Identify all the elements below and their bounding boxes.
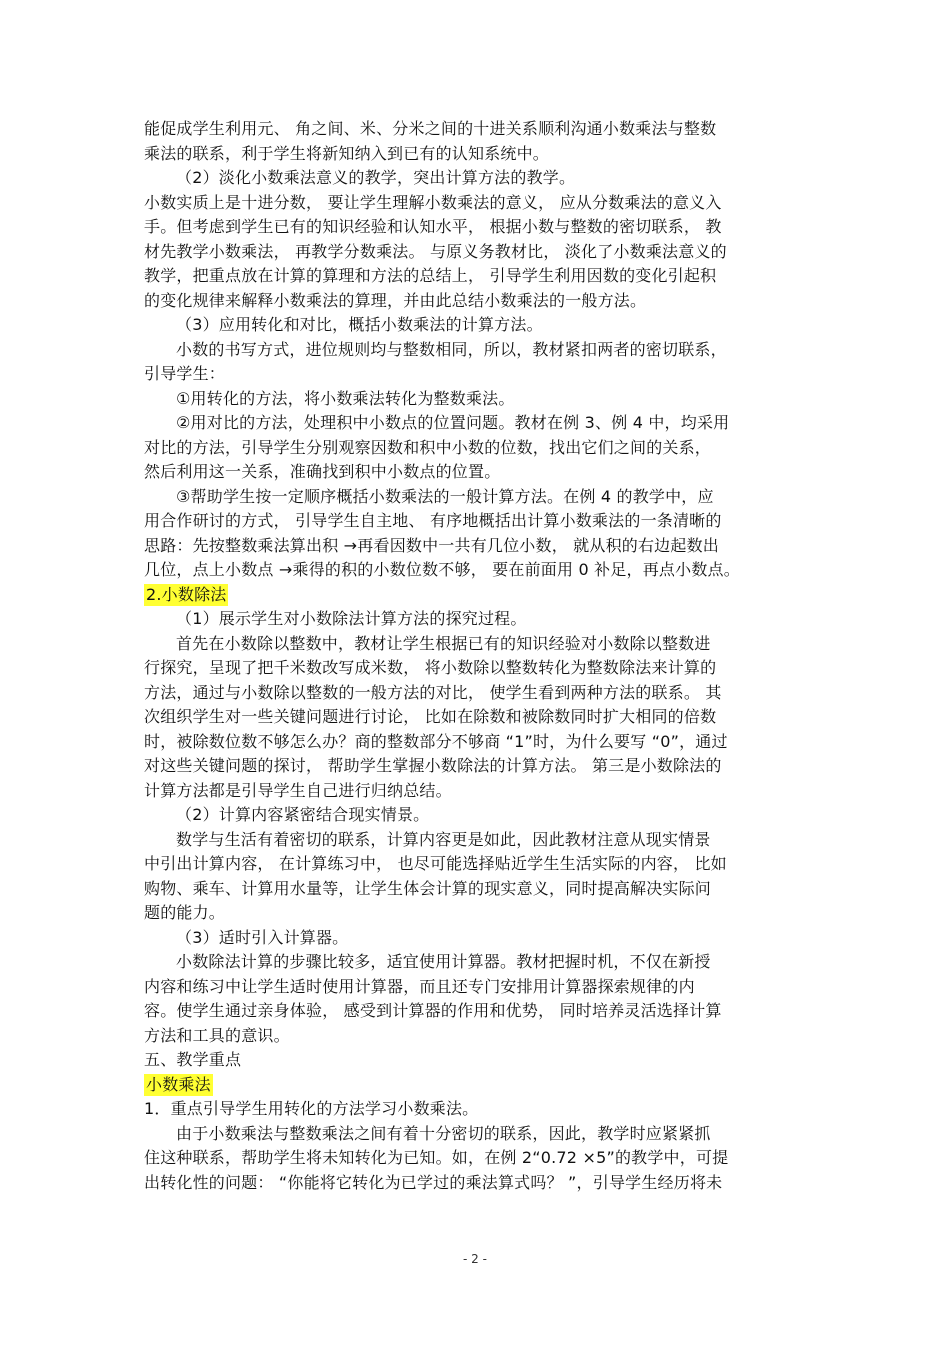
line-text: 题的能力。 xyxy=(144,903,226,922)
text-line xyxy=(144,362,812,387)
text-line xyxy=(144,1097,812,1122)
line-text: 住这种联系，帮助学生将未知转化为已知。如，在例 2“0.72 ×5”的教学中，可提 xyxy=(144,1148,729,1167)
text-line xyxy=(144,1024,812,1049)
page-number: - 2 - xyxy=(463,1252,487,1266)
line-text: 方法和工具的意识。 xyxy=(144,1025,290,1045)
text-line xyxy=(144,681,812,706)
text-line xyxy=(144,117,812,142)
section-heading xyxy=(144,583,812,608)
line-text: 思路：先按整数乘法算出积 →再看因数中一共有几位小数， 就从积的右边起数出 xyxy=(144,535,719,555)
text-line xyxy=(144,607,812,632)
text-line xyxy=(144,558,812,583)
line-text: 小数除法计算的步骤比较多，适宜使用计算器。教材把握时机，不仅在新授 xyxy=(176,952,711,971)
text-line xyxy=(144,289,812,314)
text-line xyxy=(144,877,812,902)
text-line xyxy=(144,387,812,412)
text-line xyxy=(144,411,812,436)
text-line xyxy=(144,950,812,975)
text-line xyxy=(144,313,812,338)
line-text: 小数的书写方式，进位规则均与整数相同，所以，教材紧扣两者的密切联系， xyxy=(176,339,727,359)
text-line xyxy=(144,779,812,804)
line-text: （2）计算内容紧密结合现实情景。 xyxy=(176,805,430,824)
line-text: 容。使学生通过亲身体验， 感受到计算器的作用和优势， 同时培养灵活选择计算 xyxy=(144,1001,722,1020)
text-line xyxy=(144,754,812,779)
text-line xyxy=(144,240,812,265)
text-line xyxy=(144,730,812,755)
line-text: 引导学生： xyxy=(144,364,226,383)
line-text: 几位，点上小数点 →乘得的积的小数位数不够， 要在前面用 0 补足，再点小数点。 xyxy=(144,560,740,579)
text-line xyxy=(144,166,812,191)
text-line xyxy=(144,975,812,1000)
text-line xyxy=(144,485,812,510)
line-text: 手。但考虑到学生已有的知识经验和认知水平， 根据小数与整数的密切联系， 教 xyxy=(144,217,722,236)
line-text: （3）应用转化和对比，概括小数乘法的计算方法。 xyxy=(176,315,543,334)
text-line xyxy=(144,828,812,853)
line-text: ①用转化的方法，将小数乘法转化为整数乘法。 xyxy=(176,388,515,408)
line-text: 首先在小数除以整数中，教材让学生根据已有的知识经验对小数除以整数进 xyxy=(176,633,711,653)
line-text: 内容和练习中让学生适时使用计算器，而且还专门安排用计算器探索规律的内 xyxy=(144,976,695,996)
line-text: 的变化规律来解释小数乘法的算理，并由此总结小数乘法的一般方法。 xyxy=(144,290,647,310)
text-line xyxy=(144,852,812,877)
text-line xyxy=(144,926,812,951)
text-line xyxy=(144,803,812,828)
text-line xyxy=(144,436,812,461)
line-text: 行探究，呈现了把千米数改写成米数， 将小数除以整数转化为整数除法来计算的 xyxy=(144,658,717,677)
line-text: （2）淡化小数乘法意义的教学，突出计算方法的教学。 xyxy=(176,168,576,187)
line-text: （3）适时引入计算器。 xyxy=(176,927,349,947)
line-text: 教学，把重点放在计算的算理和方法的总结上， 引导学生利用因数的变化引起积 xyxy=(144,266,717,285)
highlighted-heading-text: 小数乘法 xyxy=(146,1074,211,1094)
text-line xyxy=(144,264,812,289)
text-line xyxy=(144,460,812,485)
line-text: （1）展示学生对小数除法计算方法的探究过程。 xyxy=(176,609,527,628)
line-text: ③帮助学生按一定顺序概括小数乘法的一般计算方法。在例 4 的教学中，应 xyxy=(176,486,714,506)
text-line xyxy=(144,509,812,534)
line-text: 对比的方法，引导学生分别观察因数和积中小数的位数，找出它们之间的关系， xyxy=(144,437,712,457)
text-line xyxy=(144,705,812,730)
line-text: 能促成学生利用元、 角之间、米、分米之间的十进关系顺利沟通小数乘法与整数 xyxy=(144,119,717,138)
line-text: 购物、乘车、计算用水量等，让学生体会计算的现实意义，同时提高解决实际问 xyxy=(144,878,712,898)
text-line xyxy=(144,142,812,167)
text-line xyxy=(144,1146,812,1171)
text-line xyxy=(144,1048,812,1073)
document-body xyxy=(144,117,812,1195)
line-text: 对这些关键问题的探讨， 帮助学生掌握小数除法的计算方法。 第三是小数除法的 xyxy=(144,756,722,775)
line-text: 用合作研讨的方式， 引导学生自主地、 有序地概括出计算小数乘法的一条清晰的 xyxy=(144,511,722,530)
line-text: 由于小数乘法与整数乘法之间有着十分密切的联系，因此，教学时应紧紧抓 xyxy=(176,1123,711,1143)
line-text: 小数实质上是十进分数， 要让学生理解小数乘法的意义， 应从分数乘法的意义入 xyxy=(144,192,722,212)
line-text: 五、教学重点 xyxy=(144,1050,242,1069)
text-line xyxy=(144,632,812,657)
highlighted-heading-text: 2.小数除法 xyxy=(146,584,227,604)
text-line xyxy=(144,901,812,926)
line-text: 1．重点引导学生用转化的方法学习小数乘法。 xyxy=(144,1099,479,1118)
line-text: 中引出计算内容， 在计算练习中， 也尽可能选择贴近学生生活实际的内容， 比如 xyxy=(144,854,727,873)
text-line xyxy=(144,215,812,240)
text-line xyxy=(144,999,812,1024)
text-line xyxy=(144,338,812,363)
line-text: 数学与生活有着密切的联系，计算内容更是如此，因此教材注意从现实情景 xyxy=(176,829,711,849)
line-text: 计算方法都是引导学生自己进行归纳总结。 xyxy=(144,780,452,800)
line-text: 乘法的联系，利于学生将新知纳入到已有的认知系统中。 xyxy=(144,143,550,163)
line-text: 材先教学小数乘法， 再教学分数乘法。 与原义务教材比， 淡化了小数乘法意义的 xyxy=(144,241,727,261)
text-line xyxy=(144,1122,812,1147)
text-line xyxy=(144,534,812,559)
text-line xyxy=(144,191,812,216)
line-text: 然后利用这一关系，准确找到积中小数点的位置。 xyxy=(144,462,501,481)
section-heading xyxy=(144,1073,812,1098)
line-text: 出转化性的问题： “你能将它转化为已学过的乘法算式吗？ ”，引导学生经历将未 xyxy=(144,1172,723,1192)
line-text: 次组织学生对一些关键问题进行讨论， 比如在除数和被除数同时扩大相同的倍数 xyxy=(144,707,717,726)
text-line xyxy=(144,1171,812,1196)
line-text: 方法，通过与小数除以整数的一般方法的对比， 使学生看到两种方法的联系。 其 xyxy=(144,682,722,702)
line-text: 时，被除数位数不够怎么办？商的整数部分不够商 “1”时，为什么要写 “0”，通过 xyxy=(144,731,728,751)
line-text: ②用对比的方法，处理积中小数点的位置问题。教材在例 3、例 4 中，均采用 xyxy=(176,413,730,432)
text-line xyxy=(144,656,812,681)
